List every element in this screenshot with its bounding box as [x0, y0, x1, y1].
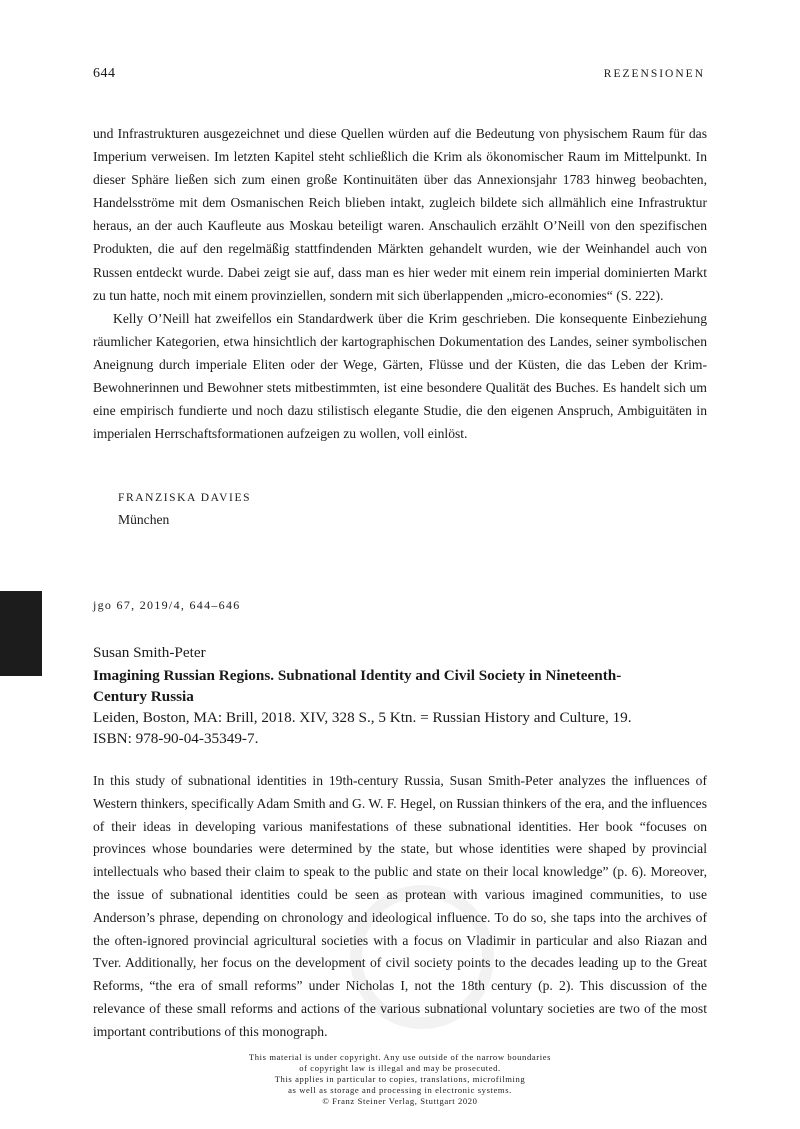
- journal-citation: jgo 67, 2019/4, 644–646: [93, 598, 241, 612]
- review-paragraph: Kelly O’Neill hat zweifellos ein Standardwerk über die Krim geschrieben. Die konsequente Einbeziehung räumlicher Kategorien, etwa hinsichtlich der kartographischen Dokumentation des Landes, seiner symbolischen Aneignung durch imperiale Eliten oder der Wege, Gärten, Flüsse und der Küsten, die das Leben der Krim-Bewohnerinnen und Bewohner stets mitbestimmten, ist eine besondere Qualität des Buches. Es handelt sich um eine empirisch fundierte und noch dazu stilistisch elegante Studie, die den eigenen Anspruch, Ambiguitäten in imperialen Herrschaftsformationen aufzeigen zu wollen, voll einlöst.: [93, 310, 707, 442]
- copyright-line: as well as storage and processing in electronic systems.: [288, 1085, 512, 1095]
- side-thumb-tab: [0, 591, 42, 676]
- reviewer-name: FRANZISKA DAVIES: [118, 492, 252, 504]
- copyright-notice: [200, 1052, 600, 1107]
- copyright-line: © Franz Steiner Verlag, Stuttgart 2020: [322, 1096, 478, 1106]
- review-continuation: [93, 122, 707, 445]
- review-paragraph: In this study of subnational identities in 19th-century Russia, Susan Smith-Peter analyzes the influences of Western thinkers, specifically Adam Smith and G. W. F. Hegel, on Russian thinkers of the era, and the influences of their ideas in developing various manifestations of these subnational identities. Her book “focuses on provinces whose boundaries were determined by the state, but whose identities were shaped by provincial intellectuals who based their claim to speak to the public and state on their local knowledge” (p. 6). Moreover, the issue of subnational identities could be seen as protean with various imagined communities, to use Anderson’s phrase, depending on chronology and ideological influence. To do so, she taps into the archives of the often-ignored provincial agricultural societies with a focus on Vladimir in particular and also Riazan and Tver. Additionally, her focus on the development of civil society points to the decades leading up to the Great Reforms, “the era of small reforms” under Nicholas I, not the 18th century (p. 2). This discussion of the relevance of these small reforms and actions of the various subnational voluntary societies are two of the most important contributions of this monograph.: [93, 773, 707, 1039]
- book-author: Susan Smith-Peter: [93, 644, 206, 661]
- reviewer-city: München: [118, 512, 170, 527]
- publication-info: [93, 707, 713, 749]
- publication-line: Leiden, Boston, MA: Brill, 2018. XIV, 328 S., 5 Ktn. = Russian History and Culture, 19.: [93, 709, 632, 726]
- watermark-circle: [350, 885, 494, 1029]
- review-paragraph: und Infrastrukturen ausgezeichnet und diese Quellen würden auf die Bedeutung von physischem Raum für das Imperium verweisen. Im letzten Kapitel steht schließlich die Krim als ökonomischer Raum im Mittelpunkt. In dieser Sphäre ließen sich zum einen große Kontinuitäten über das Annexionsjahr 1783 hinweg beobachten, Handelsströme mit dem Osmanischen Reich blieben intakt, zugleich bildete sich allmählich eine Infrastruktur heraus, an der auch Kaufleute aus Moskau beteiligt waren. Anschaulich erzählt O’Neill von den spezifischen Produkten, die auf den regelmäßig stattfindenden Märkten gehandelt wurden, wie der Weinhandel auch von Russen entdeckt wurde. Dabei zeigt sie auf, dass man es hier weder mit einem rein imperial dominierten Markt zu tun hatte, noch mit einem provinziellen, sondern mit sich überlappenden „micro-economies“ (S. 222).: [93, 126, 707, 303]
- isbn: ISBN: 978-90-04-35349-7.: [93, 730, 259, 747]
- copyright-line: This material is under copyright. Any use outside of the narrow boundaries: [248, 1052, 552, 1062]
- copyright-line: This applies in particular to copies, translations, microfilming: [274, 1074, 526, 1084]
- book-title: Imagining Russian Regions. Subnational Identity and Civil Society in Nineteenth-Century Russia: [93, 667, 622, 705]
- copyright-line: of copyright law is illegal and may be prosecuted.: [299, 1063, 501, 1073]
- running-head: REZENSIONEN: [603, 68, 705, 80]
- page-number: 644: [93, 66, 116, 81]
